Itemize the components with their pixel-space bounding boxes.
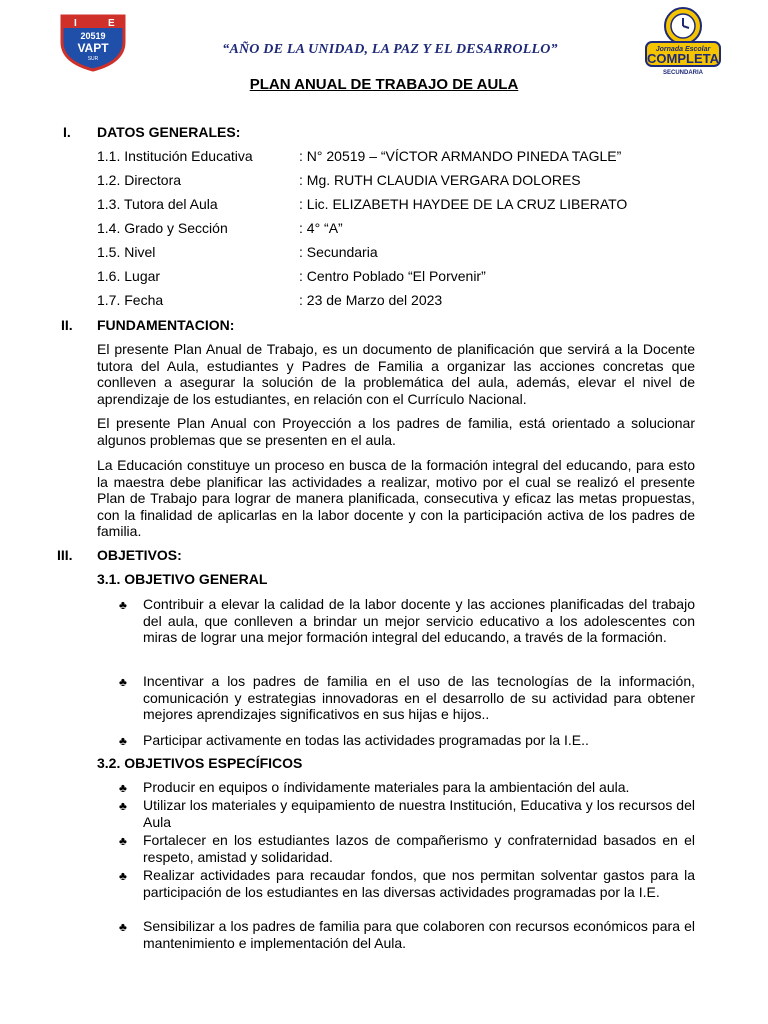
list-item	[119, 732, 697, 750]
list-item	[119, 918, 697, 952]
motto-text: “AÑO DE LA UNIDAD, LA PAZ Y EL DESARROLLO”	[222, 42, 558, 57]
list-item-text: Utilizar los materiales y equipamiento de nuestra Institución, Educativa y los recursos del Aula	[143, 797, 695, 830]
list-item	[119, 867, 697, 917]
data-label: 1.6. Lugar	[97, 268, 161, 284]
data-value: : Centro Poblado “El Porvenir”	[299, 268, 486, 284]
section-number: I.	[63, 124, 71, 140]
data-label: 1.1. Institución Educativa	[97, 148, 253, 164]
data-label: 1.7. Fecha	[97, 292, 164, 308]
school-logo	[58, 12, 128, 72]
data-label: 1.2. Directora	[97, 172, 182, 188]
data-value: : Secundaria	[299, 244, 378, 260]
list-item	[119, 673, 697, 723]
data-label: 1.4. Grado y Sección	[97, 220, 228, 236]
paragraph: El presente Plan Anual de Trabajo, es un documento de planificación que servirá a la Docente tutora del Aula, estudiantes y Padres de Familia a organizar las acciones concretas que conlleven a asegurar la solución de la problemática del aula, además, elevar el nivel de aprendizaje de los estudiantes, en relación con el Currículo Nacional.	[97, 341, 695, 407]
list-item	[119, 797, 697, 831]
club-bullet-icon: ♣	[119, 920, 127, 934]
list-item-text: Realizar actividades para recaudar fondos, que nos permitan solventar gastos para la participación de los estudiantes en las diversas actividades programadas por la I.E.	[143, 867, 695, 900]
jornada-line1: Jornada Escolar	[655, 46, 711, 53]
data-value: : 4° “A”	[299, 220, 343, 236]
club-bullet-icon: ♣	[119, 869, 127, 883]
list-item-text: Sensibilizar a los padres de familia para que colaboren con recursos económicos para el mantenimiento e implementación del Aula.	[143, 918, 695, 951]
jornada-line2: COMPLETA	[647, 51, 719, 66]
list-item	[119, 832, 697, 866]
document-title: PLAN ANUAL DE TRABAJO DE AULA	[249, 76, 519, 93]
list-item-text: Participar activamente en todas las actividades programadas por la I.E..	[143, 732, 589, 748]
club-bullet-icon: ♣	[119, 734, 127, 748]
club-bullet-icon: ♣	[119, 598, 127, 612]
list-item	[119, 779, 697, 797]
paragraph: La Educación constituye un proceso en busca de la formación integral del educando, para esto la maestra debe planificar las actividades a realizar, motivo por el cual se realizó el presente Plan de Trabajo para lograr de manera planificada, consecutiva y eficaz las metas propuestas, con la finalidad de aplicarlas en la labor docente y con la participación activa de los padres de familia.	[97, 457, 695, 539]
data-label: 1.3. Tutora del Aula	[97, 196, 218, 212]
list-item	[119, 596, 697, 662]
club-bullet-icon: ♣	[119, 781, 127, 795]
subsection-heading: 3.2. OBJETIVOS ESPECÍFICOS	[97, 755, 303, 771]
data-label: 1.5. Nivel	[97, 244, 156, 260]
section-heading: OBJETIVOS:	[97, 547, 182, 563]
section-heading: FUNDAMENTACION:	[97, 317, 235, 333]
data-value: : Mg. RUTH CLAUDIA VERGARA DOLORES	[299, 172, 581, 188]
club-bullet-icon: ♣	[119, 675, 127, 689]
section-number: III.	[57, 547, 73, 563]
subsection-heading: 3.1. OBJETIVO GENERAL	[97, 571, 268, 587]
list-item-text: Incentivar a los padres de familia en el uso de las tecnologías de la información, comunicación y estrategias innovadoras en el desarrollo de su actividad para obtener mejores aprendizajes significativos en sus hijas e hijos..	[143, 673, 695, 722]
list-item-text: Contribuir a elevar la calidad de la labor docente y las acciones planificadas del trabajo del aula, que conlleven a brindar un mejor servicio educativo a los adolescentes con miras de lograr una mejor formación integral del educando, a través de la formación.	[143, 596, 695, 645]
data-value: : N° 20519 – “VÍCTOR ARMANDO PINEDA TAGLE”	[299, 148, 622, 164]
logo-code: 20519	[80, 31, 106, 41]
jornada-escolar-logo	[640, 4, 726, 78]
club-bullet-icon: ♣	[119, 799, 127, 813]
section-heading: DATOS GENERALES:	[97, 124, 241, 140]
section-number: II.	[61, 317, 73, 333]
list-item-text: Producir en equipos o índividamente materiales para la ambientación del aula.	[143, 779, 630, 795]
data-value: : 23 de Marzo del 2023	[299, 292, 443, 308]
logo-name: VAPT	[77, 41, 109, 55]
logo-letter-e: E	[108, 18, 115, 29]
logo-letter-i: I	[74, 18, 77, 29]
logo-small: SUR	[87, 56, 99, 62]
list-item-text: Fortalecer en los estudiantes lazos de compañerismo y confraternidad basados en el respeto, amistad y solidaridad.	[143, 832, 695, 865]
data-value: : Lic. ELIZABETH HAYDEE DE LA CRUZ LIBERATO	[299, 196, 628, 212]
club-bullet-icon: ♣	[119, 834, 127, 848]
jornada-line3: SECUNDARIA	[662, 70, 704, 76]
paragraph: El presente Plan Anual con Proyección a los padres de familia, está orientado a solucionar algunos problemas que se presenten en el aula.	[97, 415, 695, 448]
